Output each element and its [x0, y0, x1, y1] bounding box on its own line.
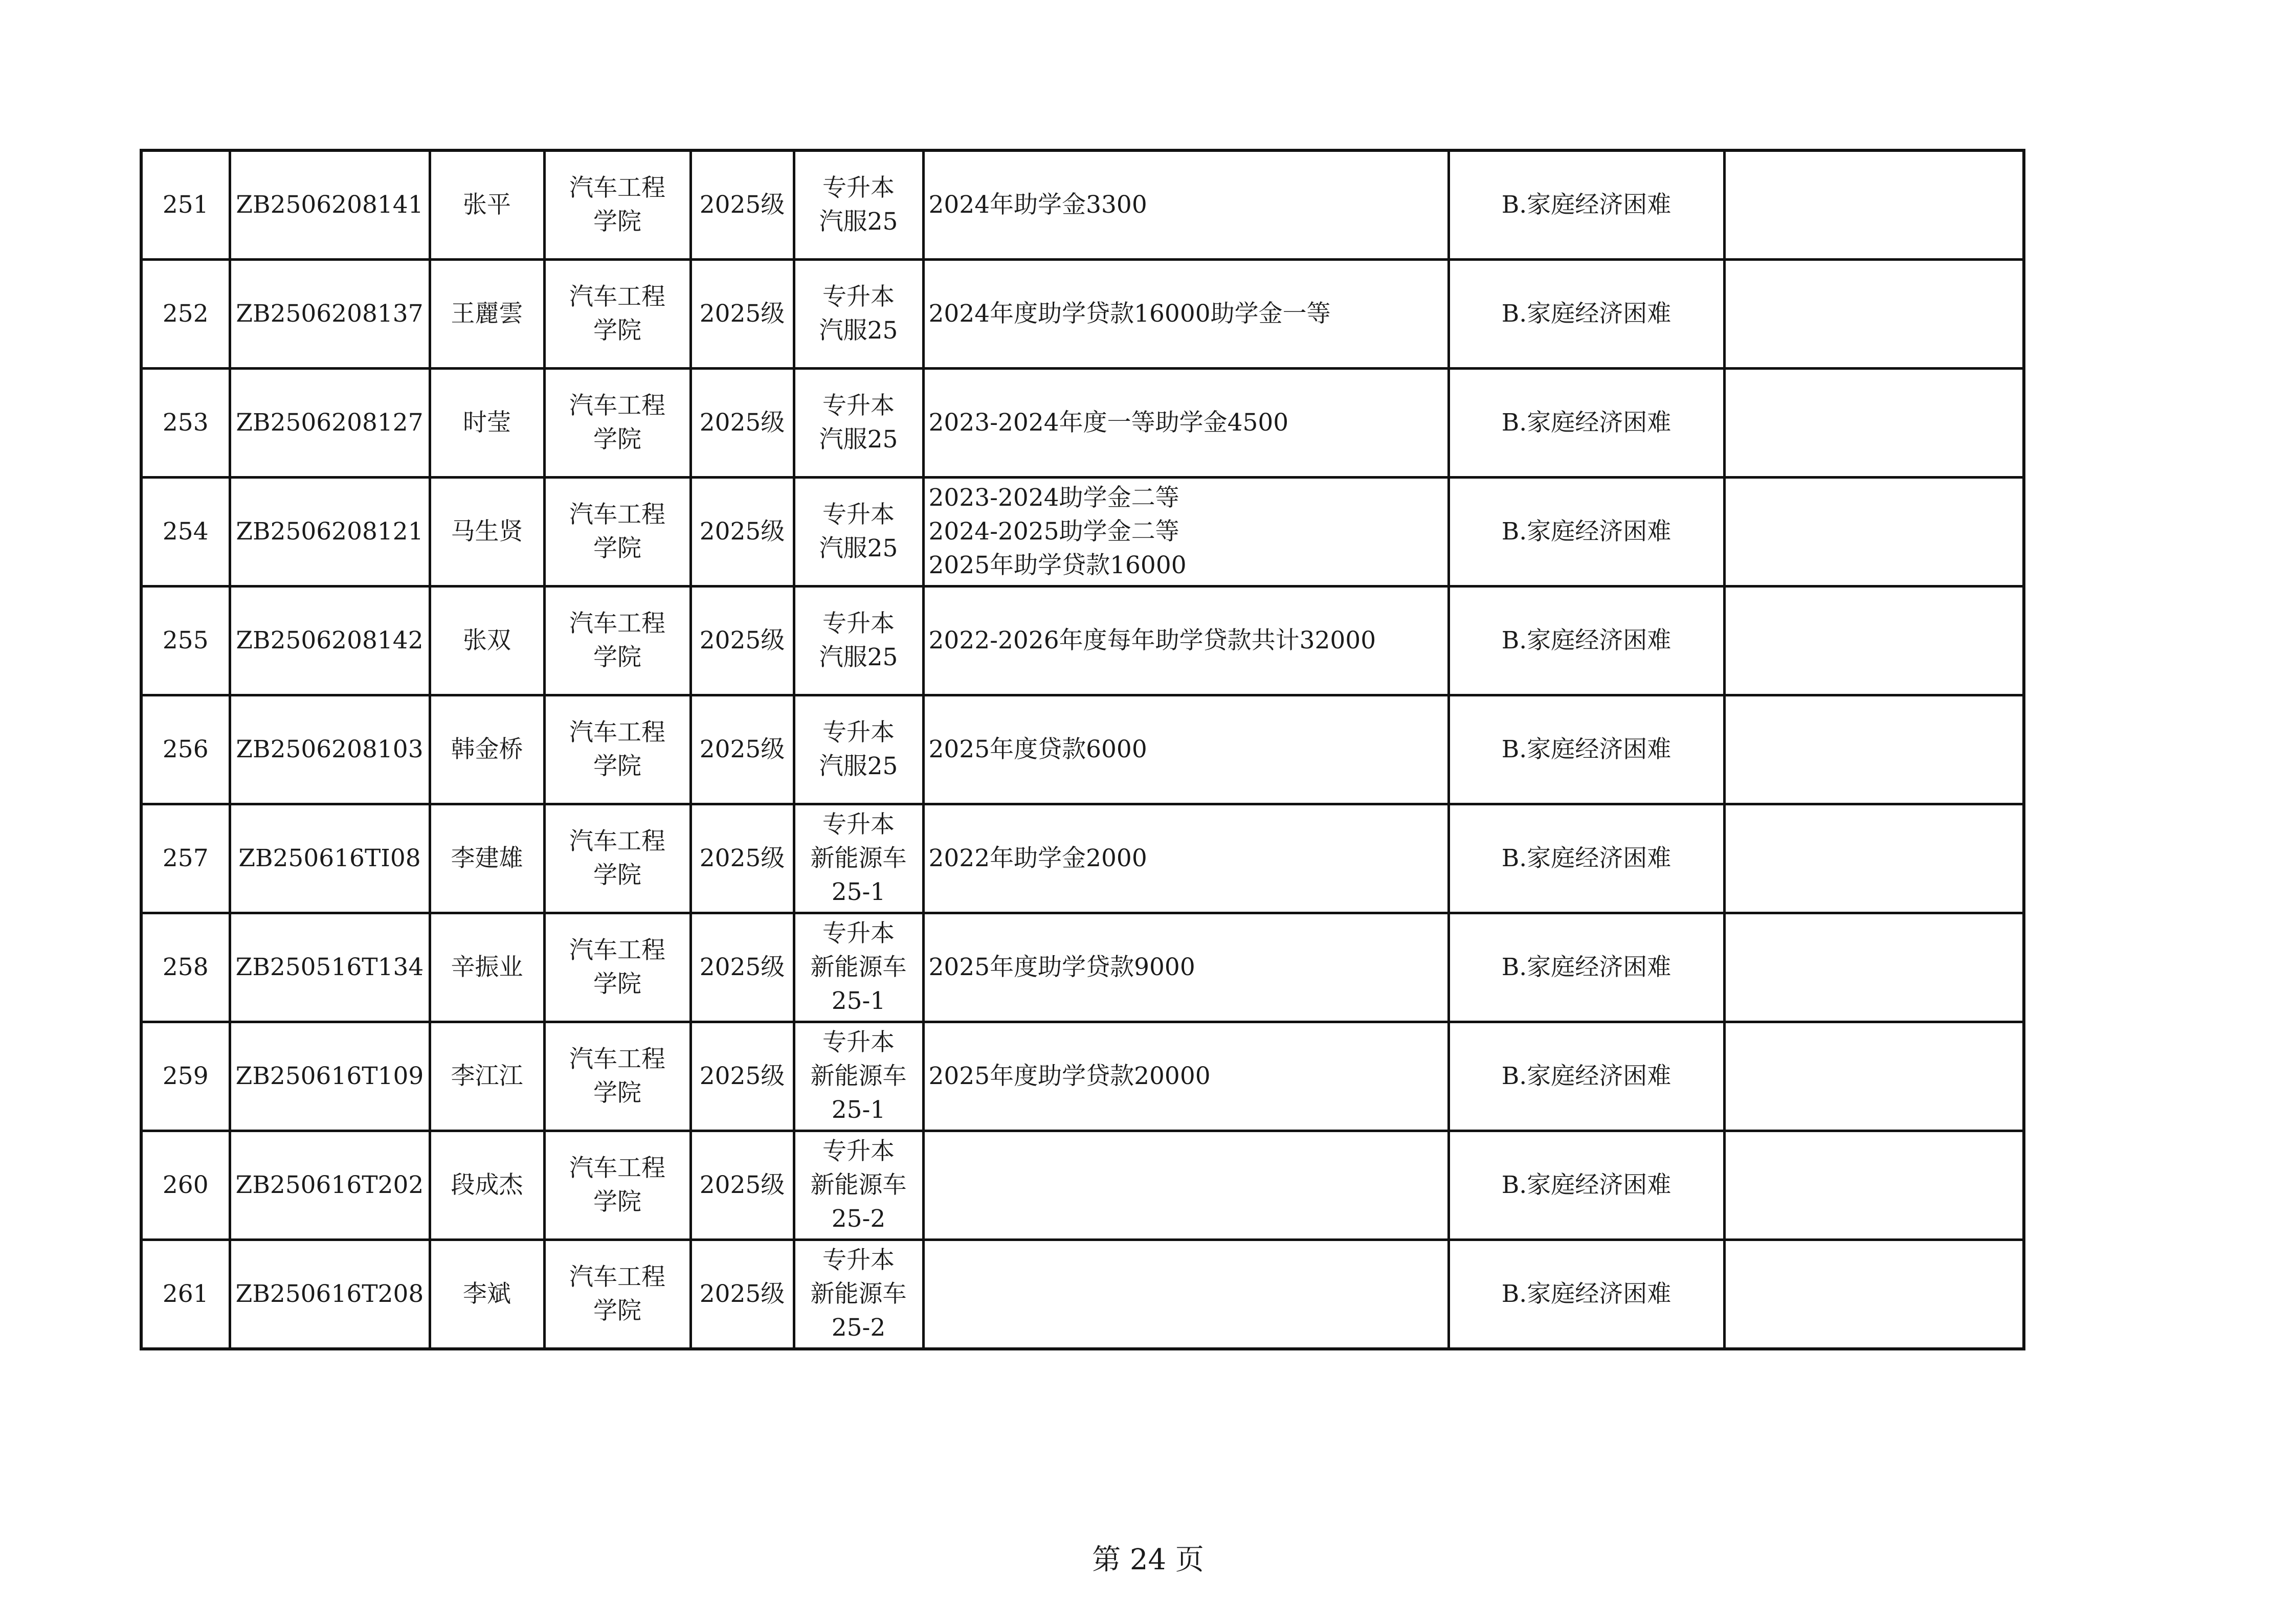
cell-remark — [1724, 913, 2024, 1022]
cell-college-line: 汽车工程 — [569, 936, 665, 964]
cell-aid-record-line: 2025年度助学贷款20000 — [928, 1062, 1211, 1090]
cell-grade: 2025级 — [690, 260, 794, 369]
cell-remark — [1724, 1022, 2024, 1131]
cell-class-line: 汽服25 — [819, 425, 898, 454]
cell-class-line: 专升本 — [822, 283, 895, 311]
cell-class-line: 25-1 — [831, 1096, 886, 1124]
cell-class — [794, 1131, 923, 1240]
table-row — [141, 913, 2024, 1022]
cell-aid-record — [923, 695, 1448, 804]
cell-class-line: 25-1 — [831, 878, 886, 906]
cell-grade: 2025级 — [690, 587, 794, 695]
cell-grade: 2025级 — [690, 913, 794, 1022]
cell-college-line: 学院 — [593, 1079, 641, 1107]
cell-class-line: 新能源车 — [810, 1171, 907, 1199]
cell-student-id: ZB2506208127 — [230, 369, 430, 478]
cell-class-line: 25-1 — [831, 987, 886, 1015]
cell-aid-record — [923, 478, 1448, 587]
cell-college-line: 学院 — [593, 317, 641, 345]
page-number: 第 24 页 — [1092, 1543, 1204, 1576]
cell-aid-category: B.家庭经济困难 — [1448, 1240, 1724, 1349]
cell-aid-category: B.家庭经济困难 — [1448, 478, 1724, 587]
table-body — [141, 150, 2024, 1349]
cell-aid-record-line: 2024-2025助学金二等 — [928, 517, 1179, 546]
cell-college-line: 学院 — [593, 643, 641, 671]
cell-aid-record — [923, 913, 1448, 1022]
table-row — [141, 804, 2024, 913]
cell-class — [794, 260, 923, 369]
cell-aid-category: B.家庭经济困难 — [1448, 260, 1724, 369]
cell-college — [544, 1131, 690, 1240]
cell-remark — [1724, 804, 2024, 913]
cell-college — [544, 587, 690, 695]
cell-aid-record-line: 2024年助学金3300 — [928, 191, 1147, 219]
cell-aid-category: B.家庭经济困难 — [1448, 587, 1724, 695]
cell-college — [544, 478, 690, 587]
cell-student-name: 时莹 — [430, 369, 544, 478]
cell-class — [794, 804, 923, 913]
cell-aid-record-line: 2025年度贷款6000 — [928, 735, 1147, 763]
cell-class — [794, 1240, 923, 1349]
cell-aid-record — [923, 1022, 1448, 1131]
table-row — [141, 587, 2024, 695]
cell-remark — [1724, 478, 2024, 587]
cell-college — [544, 150, 690, 260]
cell-grade: 2025级 — [690, 1131, 794, 1240]
cell-college — [544, 804, 690, 913]
cell-class — [794, 695, 923, 804]
cell-college — [544, 1022, 690, 1131]
cell-class-line: 新能源车 — [810, 1280, 907, 1308]
table-row — [141, 695, 2024, 804]
cell-college — [544, 260, 690, 369]
cell-class-line: 专升本 — [822, 392, 895, 420]
cell-aid-record-line: 2025年助学贷款16000 — [928, 551, 1187, 579]
cell-row-number: 255 — [141, 587, 230, 695]
cell-student-id: ZB2506208141 — [230, 150, 430, 260]
cell-grade: 2025级 — [690, 478, 794, 587]
cell-class-line: 新能源车 — [810, 953, 907, 981]
cell-remark — [1724, 587, 2024, 695]
cell-class-line: 专升本 — [822, 1246, 895, 1274]
cell-class-line: 专升本 — [822, 1137, 895, 1165]
cell-aid-record-line: 2024年度助学贷款16000助学金一等 — [928, 300, 1331, 328]
cell-college-line: 汽车工程 — [569, 1154, 665, 1182]
cell-row-number: 251 — [141, 150, 230, 260]
cell-aid-category: B.家庭经济困难 — [1448, 369, 1724, 478]
cell-aid-record — [923, 1131, 1448, 1240]
cell-aid-record — [923, 1240, 1448, 1349]
cell-aid-category: B.家庭经济困难 — [1448, 695, 1724, 804]
cell-class-line: 专升本 — [822, 174, 895, 202]
cell-aid-category: B.家庭经济困难 — [1448, 913, 1724, 1022]
cell-grade: 2025级 — [690, 369, 794, 478]
cell-student-name: 李江江 — [430, 1022, 544, 1131]
cell-college-line: 汽车工程 — [569, 392, 665, 420]
cell-student-id: ZB2506208137 — [230, 260, 430, 369]
cell-college-line: 学院 — [593, 1188, 641, 1216]
cell-student-id: ZB2506208121 — [230, 478, 430, 587]
cell-student-name: 韩金桥 — [430, 695, 544, 804]
cell-row-number: 257 — [141, 804, 230, 913]
cell-class-line: 汽服25 — [819, 208, 898, 236]
cell-row-number: 261 — [141, 1240, 230, 1349]
cell-row-number: 252 — [141, 260, 230, 369]
cell-grade: 2025级 — [690, 695, 794, 804]
cell-class-line: 25-2 — [831, 1314, 886, 1342]
cell-class — [794, 913, 923, 1022]
cell-class-line: 汽服25 — [819, 534, 898, 562]
cell-remark — [1724, 150, 2024, 260]
cell-class-line: 汽服25 — [819, 317, 898, 345]
cell-college-line: 学院 — [593, 425, 641, 454]
cell-aid-record — [923, 804, 1448, 913]
cell-college-line: 汽车工程 — [569, 501, 665, 529]
table-row — [141, 150, 2024, 260]
cell-student-name: 李斌 — [430, 1240, 544, 1349]
cell-student-id: ZB250616T109 — [230, 1022, 430, 1131]
cell-class-line: 专升本 — [822, 610, 895, 638]
cell-student-name: 马生贤 — [430, 478, 544, 587]
cell-student-name: 李建雄 — [430, 804, 544, 913]
cell-class — [794, 1022, 923, 1131]
cell-college — [544, 1240, 690, 1349]
table-row — [141, 1240, 2024, 1349]
cell-class-line: 新能源车 — [810, 844, 907, 872]
cell-class-line: 专升本 — [822, 919, 895, 948]
cell-class-line: 新能源车 — [810, 1062, 907, 1090]
cell-college-line: 学院 — [593, 970, 641, 998]
cell-aid-record-line: 2023-2024年度一等助学金4500 — [928, 409, 1289, 437]
cell-remark — [1724, 1240, 2024, 1349]
cell-student-name: 张双 — [430, 587, 544, 695]
cell-grade: 2025级 — [690, 150, 794, 260]
cell-college-line: 学院 — [593, 861, 641, 889]
cell-class — [794, 478, 923, 587]
cell-aid-record — [923, 369, 1448, 478]
cell-remark — [1724, 369, 2024, 478]
cell-grade: 2025级 — [690, 1022, 794, 1131]
cell-college-line: 学院 — [593, 1297, 641, 1325]
cell-college — [544, 695, 690, 804]
cell-aid-record-line: 2025年度助学贷款9000 — [928, 953, 1195, 981]
cell-class — [794, 369, 923, 478]
cell-class-line: 汽服25 — [819, 643, 898, 671]
cell-student-id: ZB2506208103 — [230, 695, 430, 804]
cell-college — [544, 913, 690, 1022]
cell-student-name: 辛振业 — [430, 913, 544, 1022]
cell-aid-record — [923, 587, 1448, 695]
cell-college-line: 汽车工程 — [569, 174, 665, 202]
cell-class — [794, 587, 923, 695]
cell-student-name: 张平 — [430, 150, 544, 260]
cell-college-line: 汽车工程 — [569, 283, 665, 311]
cell-class — [794, 150, 923, 260]
cell-row-number: 260 — [141, 1131, 230, 1240]
table-row — [141, 478, 2024, 587]
cell-student-name: 段成杰 — [430, 1131, 544, 1240]
cell-grade: 2025级 — [690, 804, 794, 913]
cell-class-line: 专升本 — [822, 1028, 895, 1056]
table-row — [141, 260, 2024, 369]
cell-aid-category: B.家庭经济困难 — [1448, 1022, 1724, 1131]
cell-row-number: 254 — [141, 478, 230, 587]
cell-aid-category: B.家庭经济困难 — [1448, 1131, 1724, 1240]
cell-college-line: 学院 — [593, 534, 641, 562]
cell-row-number: 258 — [141, 913, 230, 1022]
cell-remark — [1724, 260, 2024, 369]
student-aid-table — [140, 149, 2025, 1350]
cell-aid-category: B.家庭经济困难 — [1448, 150, 1724, 260]
cell-student-id: ZB250616T208 — [230, 1240, 430, 1349]
cell-class-line: 25-2 — [831, 1205, 886, 1233]
cell-college-line: 学院 — [593, 208, 641, 236]
cell-remark — [1724, 695, 2024, 804]
cell-class-line: 专升本 — [822, 810, 895, 839]
cell-row-number: 259 — [141, 1022, 230, 1131]
cell-student-id: ZB250616T202 — [230, 1131, 430, 1240]
cell-college-line: 汽车工程 — [569, 610, 665, 638]
cell-row-number: 256 — [141, 695, 230, 804]
cell-college-line: 汽车工程 — [569, 827, 665, 855]
cell-aid-record-line: 2022年助学金2000 — [928, 844, 1147, 872]
cell-college-line: 汽车工程 — [569, 1045, 665, 1073]
cell-college — [544, 369, 690, 478]
table-row — [141, 369, 2024, 478]
cell-college-line: 汽车工程 — [569, 1263, 665, 1291]
cell-college-line: 学院 — [593, 752, 641, 780]
cell-student-name: 王麗雲 — [430, 260, 544, 369]
cell-grade: 2025级 — [690, 1240, 794, 1349]
cell-aid-record-line: 2022-2026年度每年助学贷款共计32000 — [928, 626, 1376, 655]
cell-remark — [1724, 1131, 2024, 1240]
cell-aid-record — [923, 150, 1448, 260]
cell-aid-category: B.家庭经济困难 — [1448, 804, 1724, 913]
cell-student-id: ZB250616TI08 — [230, 804, 430, 913]
table-row — [141, 1022, 2024, 1131]
cell-aid-record-line: 2023-2024助学金二等 — [928, 484, 1179, 512]
cell-class-line: 专升本 — [822, 501, 895, 529]
cell-student-id: ZB2506208142 — [230, 587, 430, 695]
table-row — [141, 1131, 2024, 1240]
cell-class-line: 专升本 — [822, 718, 895, 747]
cell-aid-record — [923, 260, 1448, 369]
cell-row-number: 253 — [141, 369, 230, 478]
cell-class-line: 汽服25 — [819, 752, 898, 780]
cell-college-line: 汽车工程 — [569, 718, 665, 747]
cell-student-id: ZB250516T134 — [230, 913, 430, 1022]
